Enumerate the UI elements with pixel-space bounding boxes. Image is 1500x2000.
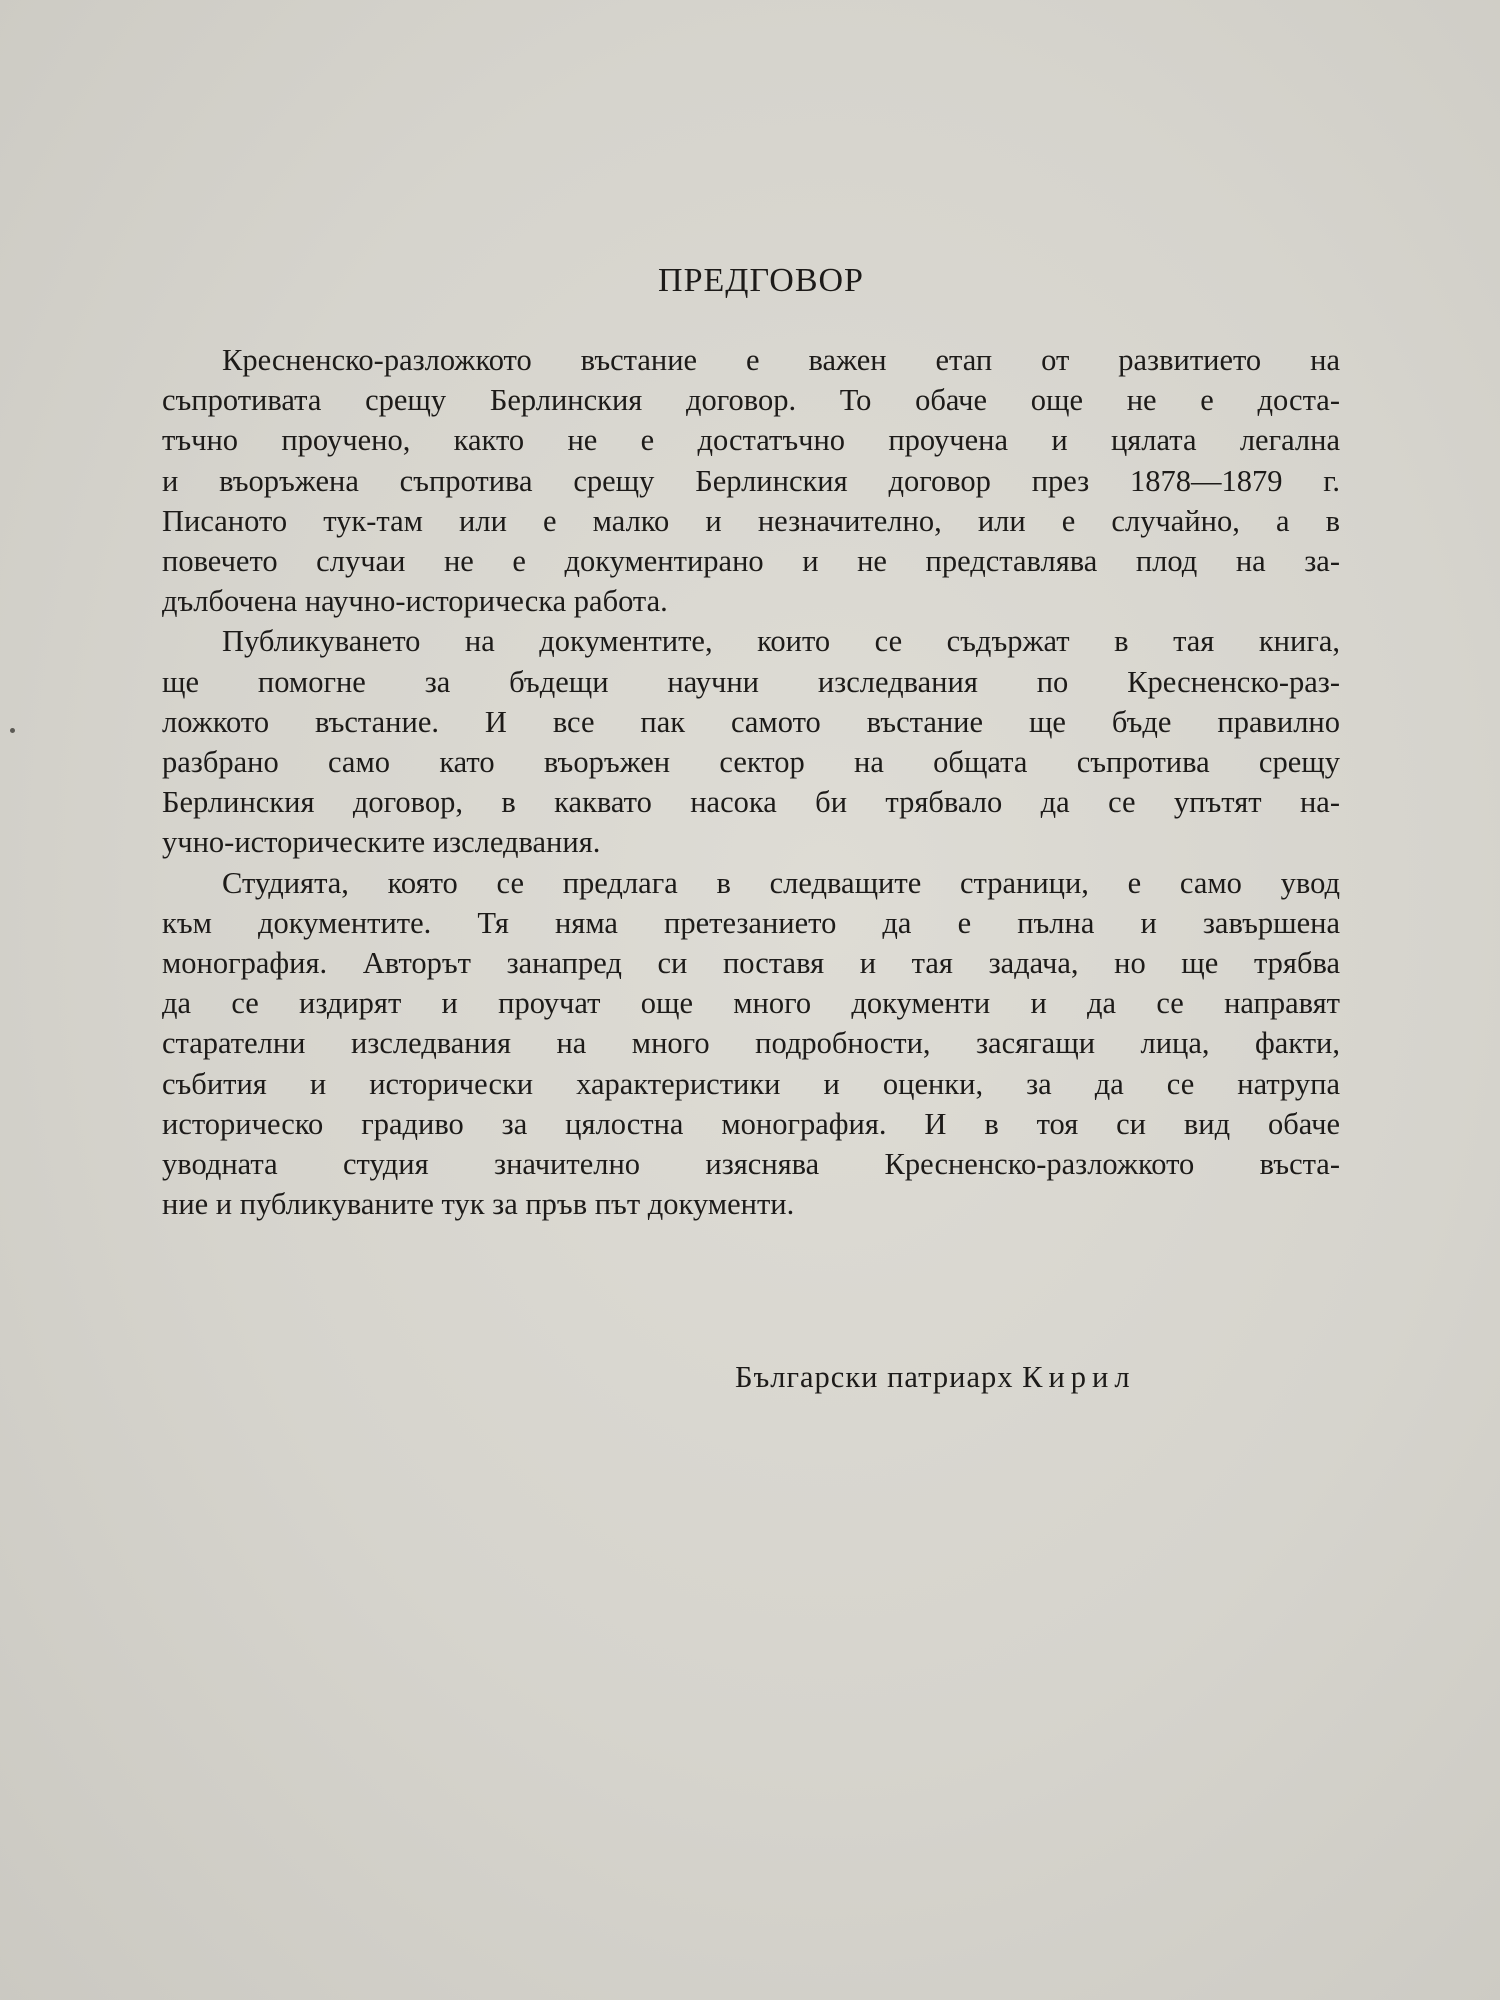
text-line: разбрано само като въоръжен сектор на общата съпротива срещу: [162, 745, 1340, 780]
text-line: и въоръжена съпротива срещу Берлинския договор през 1878—1879 г.: [162, 463, 1340, 498]
text-line: историческо градиво за цялостна монография. И в тоя си вид обаче: [162, 1106, 1340, 1141]
signature-title: Български патриарх: [735, 1360, 1014, 1394]
text-line: Публикуването на документите, които се съдържат в тая книга,: [222, 624, 1340, 659]
text-line: събития и исторически характеристики и оценки, за да се натрупа: [162, 1066, 1340, 1101]
text-line: тъчно проучено, както не е достатъчно проучена и цялата легална: [162, 423, 1340, 458]
paragraph-1: [162, 340, 1340, 621]
text-line: Писаното тук-там или е малко и незначително, или е случайно, а в: [162, 503, 1340, 538]
preface-body: [162, 340, 1340, 1224]
text-line: учно-историческите изследвания.: [162, 825, 601, 860]
text-line: монография. Авторът занапред си поставя и тая задача, но ще трябва: [162, 946, 1340, 981]
text-line: ние и публикуваните тук за пръв път документи.: [162, 1187, 795, 1222]
paper-speck: [10, 728, 15, 733]
text-line: дълбочена научно-историческа работа.: [162, 584, 668, 619]
page-title: ПРЕДГОВОР: [658, 262, 864, 299]
signature: [735, 1360, 1136, 1395]
text-line: уводната студия значително изяснява Кресненско-разложкото въста-: [162, 1147, 1340, 1182]
text-line: Кресненско-разложкото въстание е важен етап от развитието на: [222, 343, 1340, 377]
text-line: съпротивата срещу Берлинския договор. То обаче още не е доста-: [162, 383, 1340, 418]
text-line: Берлинския договор, в каквато насока би трябвало да се упътят на-: [162, 785, 1340, 820]
text-line: Студията, която се предлага в следващите страници, е само увод: [222, 865, 1340, 900]
text-line: старателни изследвания на много подробности, засягащи лица, факти,: [162, 1026, 1340, 1061]
paragraph-3: [162, 863, 1340, 1225]
text-line: ложкото въстание. И все пак самото въстание ще бъде правилно: [162, 704, 1340, 739]
text-line: ще помогне за бъдещи научни изследвания по Кресненско-раз-: [162, 664, 1340, 699]
signature-name: Кирил: [1022, 1360, 1136, 1394]
paragraph-2: [162, 621, 1340, 862]
text-line: да се издирят и проучат още много документи и да се направят: [162, 986, 1340, 1021]
text-line: повечето случаи не е документирано и не представлява плод на за-: [162, 544, 1340, 579]
text-line: към документите. Тя няма претезанието да е пълна и завършена: [162, 905, 1340, 940]
